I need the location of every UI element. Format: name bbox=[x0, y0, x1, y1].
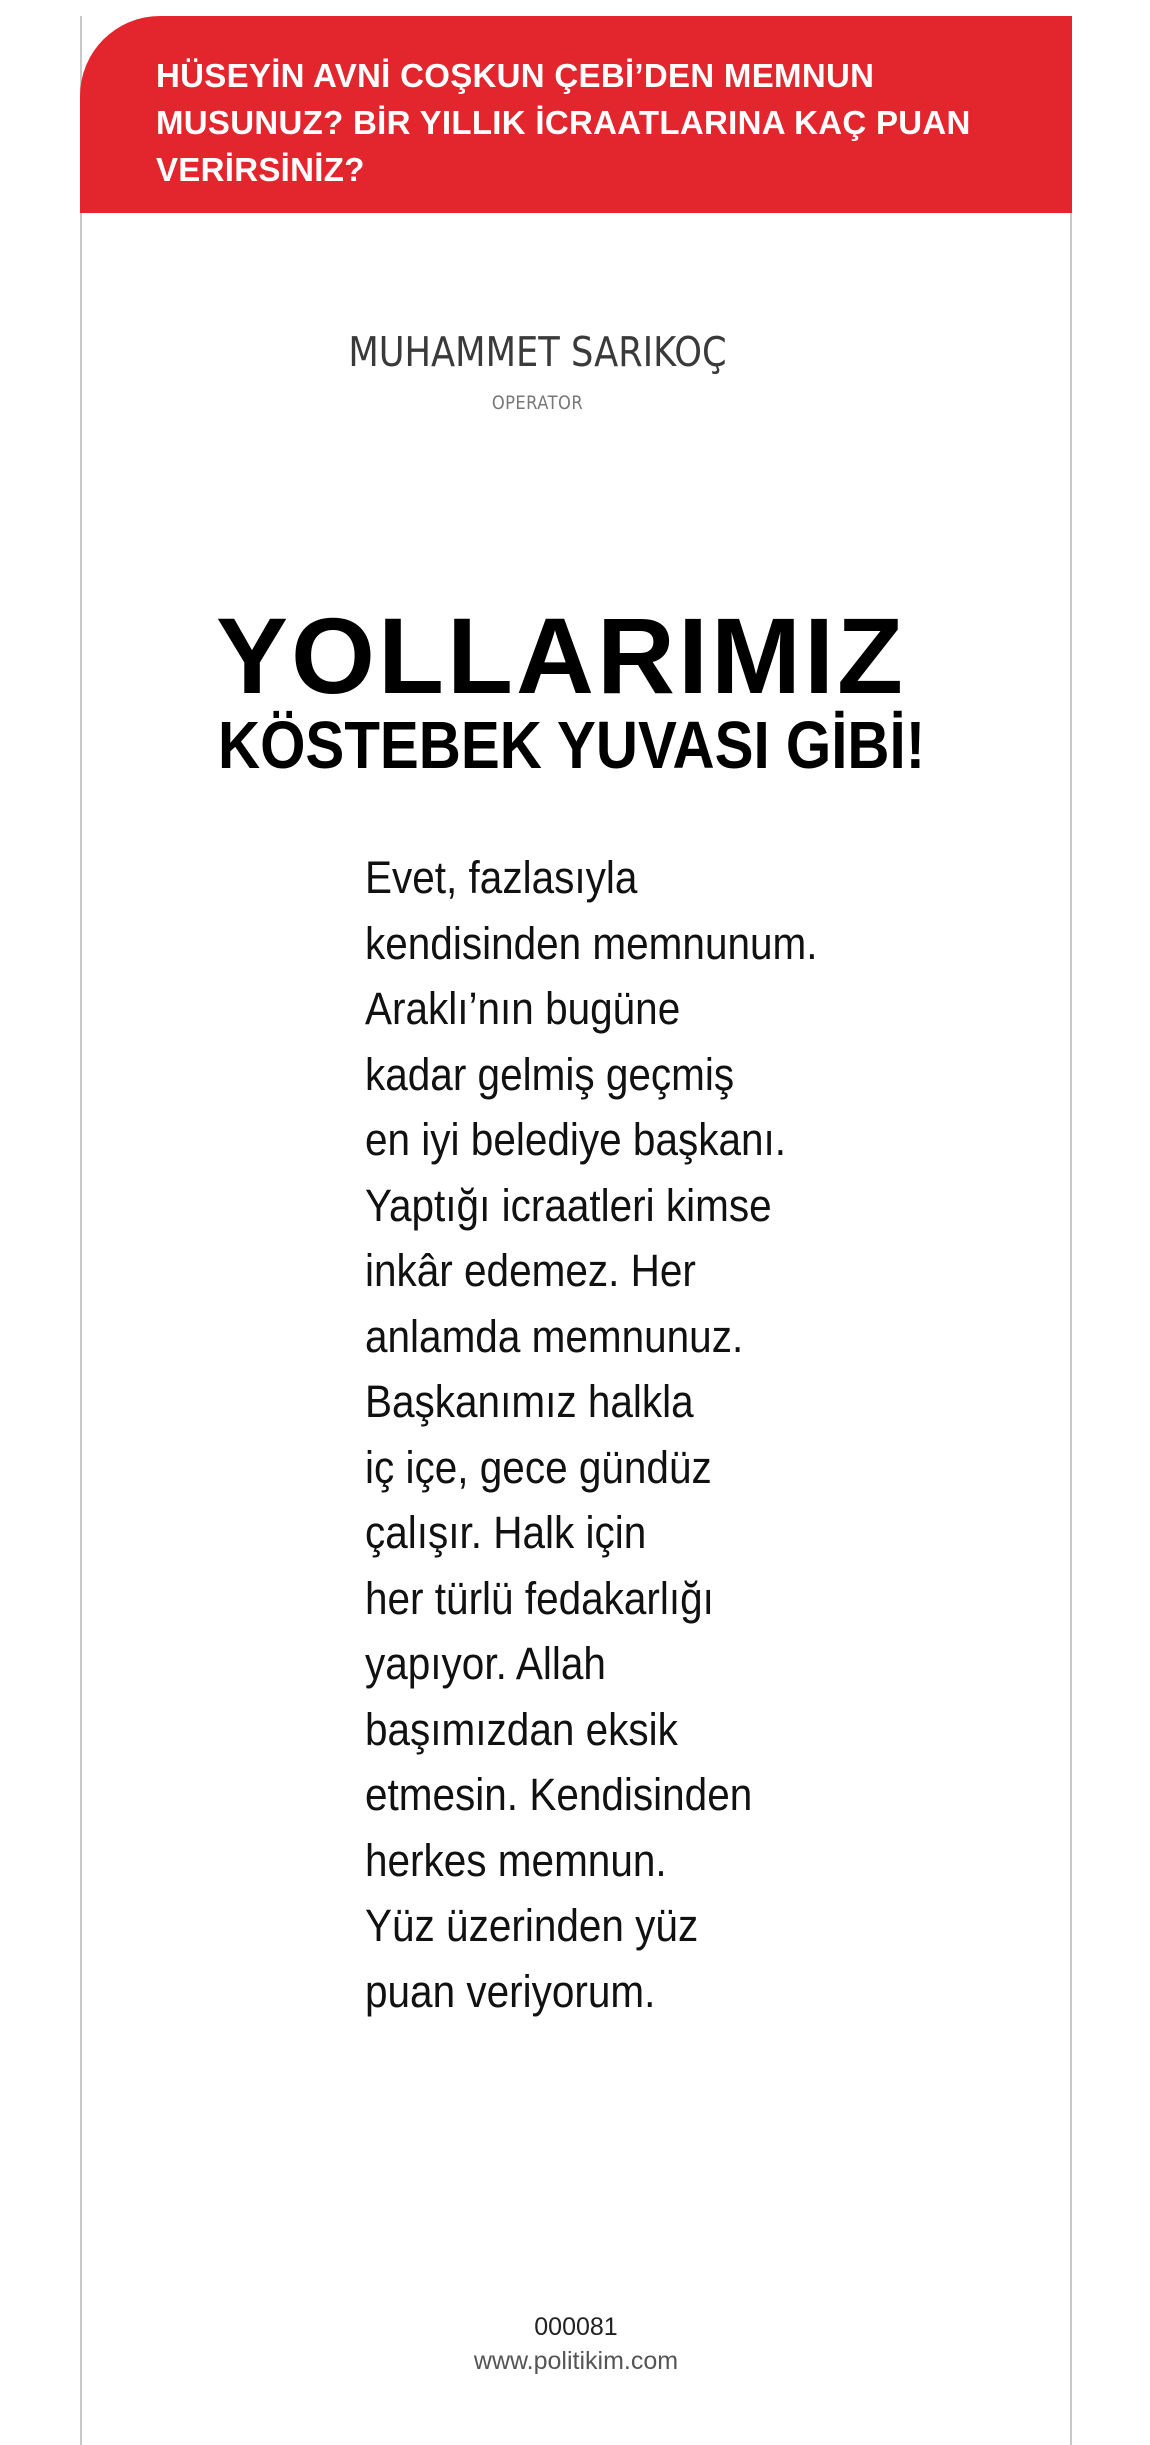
answer-line: Yaptığı icraatleri kimse bbox=[365, 1179, 772, 1231]
answer-line: anlamda memnunuz. bbox=[365, 1310, 744, 1362]
person-name: MUHAMMET SARIKOÇ bbox=[348, 328, 727, 376]
answer-line: Yüz üzerinden yüz bbox=[365, 1900, 699, 1951]
answer-line: Evet, fazlasıyla bbox=[365, 852, 638, 903]
question-banner bbox=[80, 16, 1072, 213]
answer-line: her türlü fedakarlığı bbox=[365, 1572, 714, 1624]
answer-line: yapıyor. Allah bbox=[365, 1638, 606, 1689]
answer-line: kadar gelmiş geçmiş bbox=[365, 1048, 735, 1100]
answer-line: en iyi belediye başkanı. bbox=[365, 1114, 787, 1165]
answer-line: başımızdan eksik bbox=[365, 1703, 678, 1755]
footer-url-link[interactable]: www.politikim.com bbox=[473, 2347, 679, 2375]
headline-main: YOLLARIMIZ bbox=[216, 595, 906, 716]
headline-sub: KÖSTEBEK YUVASI GİBİ! bbox=[218, 708, 926, 783]
answer-line: Araklı’nın bugüne bbox=[365, 983, 681, 1034]
answer-line: Başkanımız halkla bbox=[365, 1376, 694, 1427]
answer-line: çalışır. Halk için bbox=[365, 1507, 647, 1558]
person-role: OPERATOR bbox=[491, 392, 584, 414]
answer-body bbox=[365, 845, 925, 2024]
answer-line: kendisinden memnunum. bbox=[365, 917, 818, 969]
answer-line: etmesin. Kendisinden bbox=[365, 1769, 753, 1820]
answer-line: herkes memnun. bbox=[365, 1834, 667, 1886]
answer-line: inkâr edemez. Her bbox=[365, 1245, 696, 1296]
footer-code: 000081 bbox=[534, 2313, 618, 2341]
question-text: HÜSEYİN AVNİ COŞKUN ÇEBİ’DEN MEMNUN MUSUNUZ? BİR YILLIK İCRAATLARINA KAÇ PUAN VERİRSİNİZ? bbox=[156, 57, 971, 188]
answer-line: puan veriyorum. bbox=[365, 1965, 656, 2017]
answer-line: iç içe, gece gündüz bbox=[365, 1441, 712, 1493]
